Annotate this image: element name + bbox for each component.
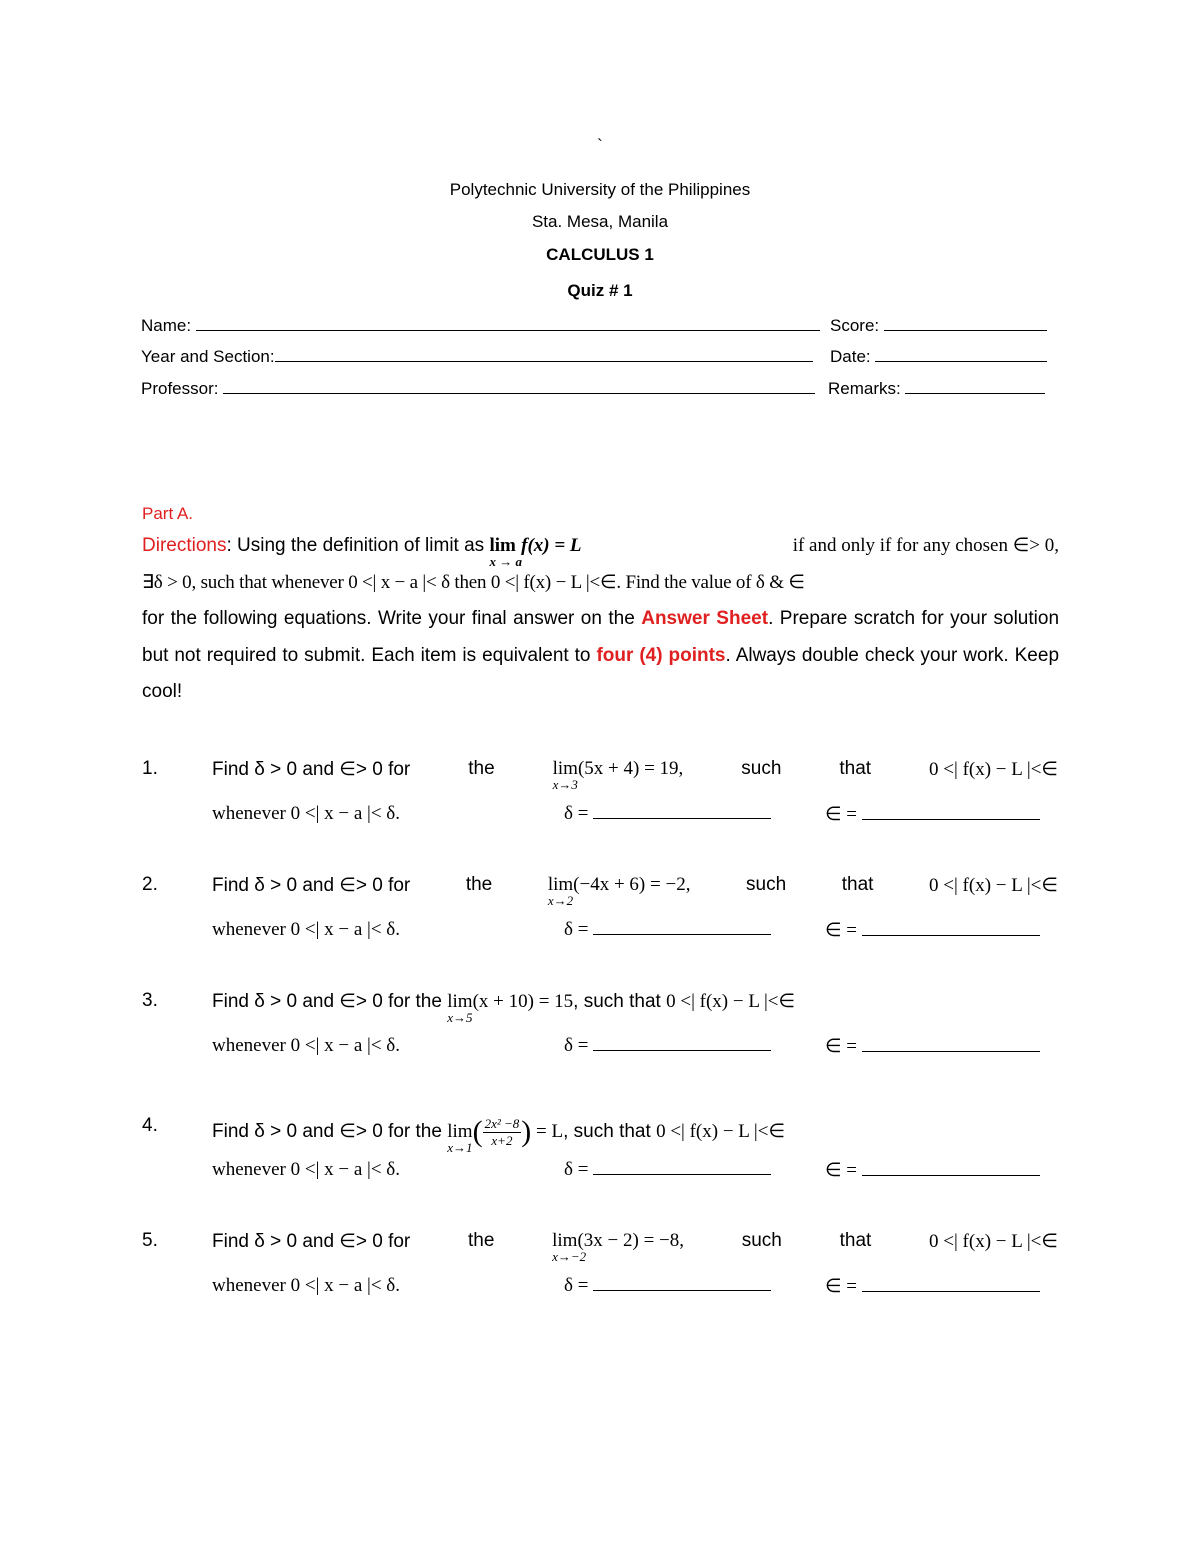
limit-expression: (5x + 4) = 19,	[577, 758, 684, 779]
points-value: four (4) points	[596, 644, 726, 666]
limit-subscript: x→3	[552, 777, 578, 792]
quiz-title: Quiz # 1	[567, 281, 633, 300]
date-line[interactable]	[875, 347, 1047, 362]
remarks-label: Remarks:	[828, 379, 901, 398]
remarks-line[interactable]	[905, 379, 1045, 394]
part-title: Part A.	[142, 504, 194, 523]
epsilon-label: ∈ =	[825, 804, 862, 825]
epsilon-blank[interactable]	[862, 1161, 1040, 1176]
question-that: that	[839, 758, 872, 779]
question-condition: 0 <| f(x) − L |<∈	[929, 1231, 1058, 1252]
score-line[interactable]	[884, 316, 1047, 331]
question-number: 3.	[142, 990, 158, 1011]
delta-answer[interactable]	[564, 803, 771, 825]
limit-definition-sub: x → a	[489, 554, 522, 569]
question-such: such	[746, 874, 787, 895]
epsilon-label: ∈ =	[825, 920, 862, 941]
delta-label: δ =	[564, 919, 594, 940]
question-the: the	[415, 991, 448, 1012]
campus-name: Sta. Mesa, Manila	[531, 212, 669, 231]
directions-text2: . Prepare scratch for your solution but not required to submit. Each item is equivalent to	[142, 608, 1060, 666]
limit-group	[547, 874, 691, 908]
question-find: Find δ > 0 and ∈> 0 for	[212, 991, 416, 1012]
limit-expression: = L	[531, 1121, 564, 1143]
question-such: such	[741, 758, 782, 779]
delta-label: δ =	[564, 1275, 594, 1296]
directions-intro: : Using the definition of limit as	[226, 535, 485, 556]
directions-text1: for the following equations. Write your final answer on the	[142, 608, 635, 629]
question-condition: 0 <| f(x) − L |<∈	[666, 991, 796, 1012]
professor-label: Professor:	[141, 379, 219, 398]
question-such-that: , such that	[573, 991, 667, 1012]
directions-cond2: ∃δ > 0, such that whenever 0 <| x − a |< δ then 0 <| f(x) − L |<∈. Find the value of δ & ∈	[142, 571, 805, 593]
question-4-statement	[212, 1115, 785, 1156]
question-find: Find δ > 0 and ∈> 0 for	[212, 875, 411, 896]
question-that: that	[841, 874, 874, 895]
delta-blank[interactable]	[593, 804, 771, 819]
question-number: 1.	[142, 758, 158, 779]
epsilon-answer[interactable]	[825, 919, 1040, 942]
limit-operator: lim x→−2	[552, 1230, 587, 1264]
delta-label: δ =	[564, 1035, 594, 1056]
question-find: Find δ > 0 and ∈> 0 for	[212, 1231, 411, 1252]
delta-blank[interactable]	[593, 1276, 771, 1291]
question-condition: 0 <| f(x) − L |<∈	[929, 759, 1058, 780]
professor-line[interactable]	[223, 379, 815, 394]
name-line[interactable]	[196, 316, 820, 331]
epsilon-label: ∈ =	[825, 1036, 862, 1057]
question-find: Find δ > 0 and ∈> 0 for	[212, 759, 411, 780]
question-1-statement	[212, 758, 1058, 792]
limit-subscript: x→−2	[552, 1249, 587, 1264]
delta-label: δ =	[564, 803, 594, 824]
directions-label: Directions	[142, 535, 227, 556]
limit-group	[552, 758, 684, 792]
question-the: the	[465, 874, 493, 895]
answer-sheet-ref: Answer Sheet	[641, 608, 769, 629]
delta-label: δ =	[564, 1159, 594, 1180]
question-condition: 0 <| f(x) − L |<∈	[656, 1121, 785, 1143]
delta-answer[interactable]	[564, 1275, 771, 1297]
university-name: Polytechnic University of the Philippines	[449, 180, 751, 199]
question-whenever: whenever 0 <| x − a |< δ.	[212, 1159, 400, 1180]
course-title: CALCULUS 1	[546, 245, 654, 264]
epsilon-blank[interactable]	[862, 1037, 1040, 1052]
name-label: Name:	[141, 316, 192, 335]
professor-field[interactable]	[141, 379, 815, 399]
directions-paragraph	[142, 528, 1059, 711]
header-tick: `	[597, 136, 603, 155]
epsilon-label: ∈ =	[825, 1276, 862, 1297]
year-section-field[interactable]	[141, 347, 813, 367]
question-such-that: , such that	[563, 1121, 657, 1143]
epsilon-answer[interactable]	[825, 803, 1040, 826]
question-whenever: whenever 0 <| x − a |< δ.	[212, 1275, 400, 1296]
epsilon-blank[interactable]	[862, 1277, 1040, 1292]
directions-cond1: if and only if for any chosen ∈> 0,	[792, 535, 1059, 556]
limit-expression: (3x − 2) = −8,	[577, 1230, 685, 1251]
question-whenever: whenever 0 <| x − a |< δ.	[212, 1035, 400, 1056]
limit-operator: lim x→1	[447, 1121, 473, 1156]
question-2-statement	[212, 874, 1058, 908]
question-condition: 0 <| f(x) − L |<∈	[929, 875, 1058, 896]
epsilon-blank[interactable]	[862, 921, 1040, 936]
question-the: the	[467, 1230, 495, 1251]
question-find: Find δ > 0 and ∈> 0 for	[212, 1121, 416, 1143]
question-3-statement	[212, 990, 796, 1025]
question-whenever: whenever 0 <| x − a |< δ.	[212, 919, 400, 940]
remarks-field[interactable]	[828, 379, 1045, 399]
limit-expression: (x + 10) = 15	[472, 991, 574, 1012]
fraction-numerator: 2x² −8	[484, 1115, 520, 1131]
year-section-line[interactable]	[275, 347, 813, 362]
paren-open: (	[472, 1115, 483, 1148]
delta-answer[interactable]	[564, 919, 771, 941]
question-whenever: whenever 0 <| x − a |< δ.	[212, 803, 400, 824]
fraction-denominator: x+2	[491, 1132, 513, 1148]
limit-operator: lim x→2	[547, 874, 574, 908]
limit-operator: lim x→5	[447, 991, 473, 1025]
paren-close: )	[521, 1115, 532, 1148]
question-that: that	[839, 1230, 872, 1251]
date-field[interactable]	[830, 347, 1047, 367]
limit-definition: lim x → a	[489, 535, 522, 569]
question-number: 4.	[142, 1115, 158, 1136]
limit-group	[552, 1230, 685, 1264]
epsilon-blank[interactable]	[862, 805, 1040, 820]
limit-subscript: x→5	[447, 1010, 473, 1025]
epsilon-answer[interactable]	[825, 1159, 1040, 1182]
name-field[interactable]	[141, 316, 820, 336]
directions-text3: . Always double check your work. Keep cool!	[142, 644, 1060, 702]
question-the: the	[468, 758, 495, 779]
question-number: 5.	[142, 1230, 158, 1251]
limit-subscript: x→2	[547, 893, 574, 908]
fraction	[483, 1116, 522, 1149]
delta-answer[interactable]	[564, 1035, 771, 1057]
delta-blank[interactable]	[593, 920, 771, 935]
question-number: 2.	[142, 874, 158, 895]
epsilon-answer[interactable]	[825, 1035, 1040, 1058]
delta-blank[interactable]	[593, 1036, 771, 1051]
score-field[interactable]	[830, 316, 1047, 336]
score-label: Score:	[830, 316, 880, 335]
year-section-label: Year and Section:	[141, 347, 275, 366]
date-label: Date:	[830, 347, 871, 366]
limit-expression: (−4x + 6) = −2,	[573, 874, 691, 895]
question-such: such	[741, 1230, 782, 1251]
limit-expression: f(x) = L	[521, 535, 582, 556]
question-5-statement	[212, 1230, 1058, 1264]
delta-blank[interactable]	[593, 1160, 771, 1175]
question-the: the	[415, 1121, 448, 1143]
epsilon-label: ∈ =	[825, 1160, 862, 1181]
limit-operator: lim x→3	[552, 758, 578, 792]
limit-subscript: x→1	[447, 1140, 473, 1156]
delta-answer[interactable]	[564, 1159, 771, 1181]
epsilon-answer[interactable]	[825, 1275, 1040, 1298]
